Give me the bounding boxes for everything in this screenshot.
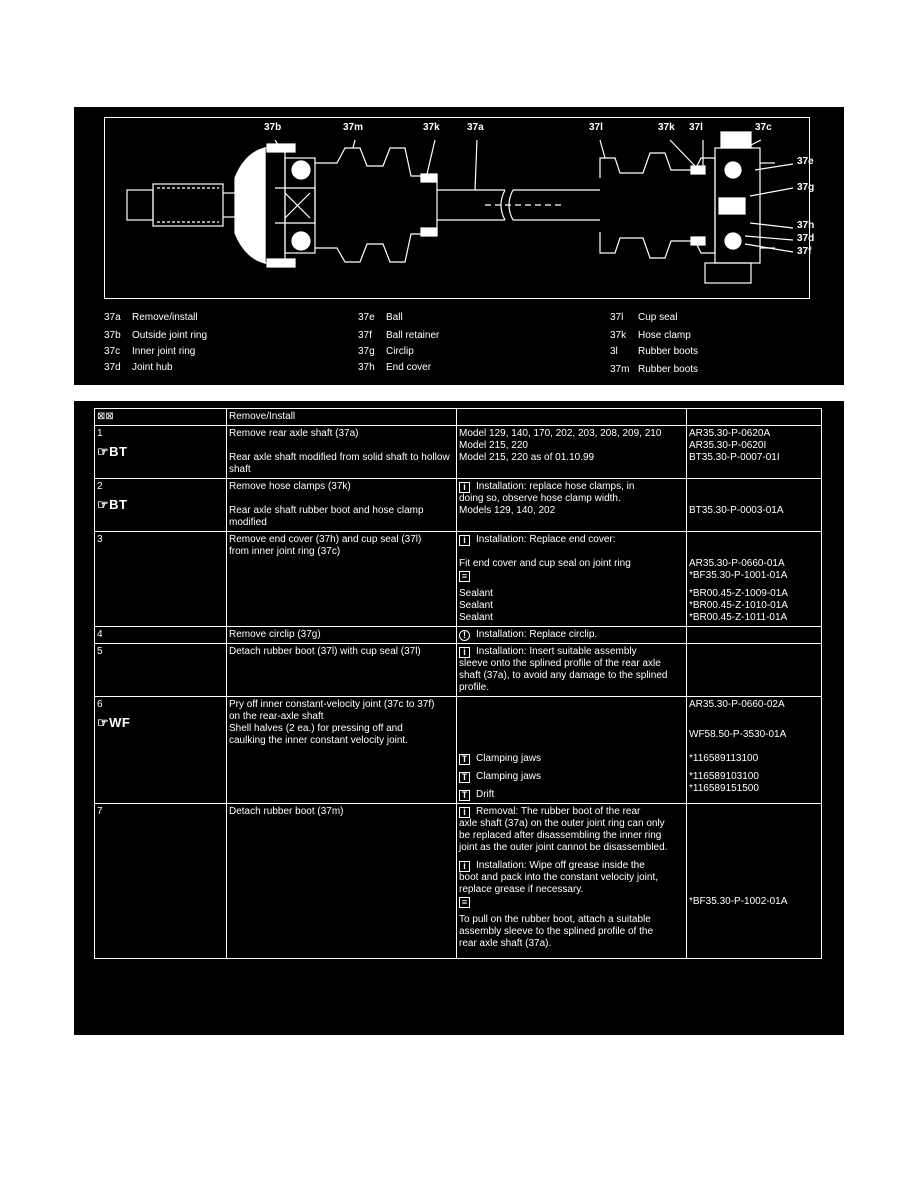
callout-37h: 37h	[797, 220, 815, 231]
step-number: 6	[97, 699, 103, 710]
legend-label: Hose clamp	[638, 330, 691, 341]
callout-37b: 37b	[264, 122, 282, 133]
legend-item	[610, 330, 691, 342]
doc-ref-link[interactable]: *BR00.45-Z-1009-01A	[689, 588, 788, 599]
step-number: 4	[97, 629, 103, 640]
step-action: Remove hose clamps (37k)	[229, 481, 351, 492]
step-action: Pry off inner constant-velocity joint (37c to 37f)	[229, 699, 435, 710]
step-info: Installation: replace hose clamps, in	[476, 481, 635, 492]
step-number: 7	[97, 806, 103, 817]
replace-part-icon: !	[459, 630, 470, 641]
legend-label: Rubber boots	[638, 364, 699, 375]
diagram-panel	[74, 107, 844, 385]
legend-code: 3l	[610, 346, 618, 357]
step-info: Installation: Replace circlip.	[476, 629, 598, 640]
step-info: assembly sleeve to the splined profile of the	[459, 926, 653, 937]
step-info: profile.	[459, 682, 490, 693]
info-icon: i	[459, 861, 470, 872]
table-row	[95, 532, 822, 627]
legend-code: 37h	[358, 362, 375, 373]
legend-item	[104, 346, 195, 358]
tool-name: Clamping jaws	[476, 771, 542, 782]
legend-code: 37b	[104, 330, 121, 341]
specification-icon[interactable]: ≡	[459, 897, 470, 908]
legend-code: 37c	[104, 346, 121, 357]
callout-37g: 37g	[797, 182, 815, 193]
legend-item	[104, 362, 173, 374]
header-icon	[95, 409, 227, 426]
step-info: Installation: Insert suitable assembly	[476, 646, 637, 657]
tool-name: Clamping jaws	[476, 753, 542, 764]
info-icon: i	[459, 482, 470, 493]
info-icon: i	[459, 647, 470, 658]
step-info: Installation: Replace end cover:	[476, 534, 616, 545]
step-action: Remove rear axle shaft (37a)	[229, 428, 359, 439]
step-number: 2	[97, 481, 103, 492]
step-info: doing so, observe hose clamp width.	[459, 493, 621, 504]
legend-label: Circlip	[386, 346, 414, 357]
step-info: rear axle shaft (37a).	[459, 938, 552, 949]
hand-pointer-icon[interactable]: ☞WF	[97, 715, 131, 730]
legend-item	[104, 312, 198, 324]
step-info: To pull on the rubber boot, attach a suitable	[459, 914, 651, 925]
tool-part-number[interactable]: *116589103100	[689, 771, 759, 782]
step-action: on the rear-axle shaft	[229, 711, 324, 722]
step-action: Remove circlip (37g)	[229, 629, 321, 640]
legend-code: 37l	[610, 312, 624, 323]
legend-label: End cover	[386, 362, 432, 373]
info-icon: i	[459, 535, 470, 546]
step-info: Sealant	[459, 588, 493, 599]
step-action: from inner joint ring (37c)	[229, 546, 341, 557]
legend-item	[358, 312, 403, 324]
legend-item	[610, 364, 698, 376]
legend-item	[610, 346, 698, 358]
doc-ref-link[interactable]: *BF35.30-P-1002-01A	[689, 896, 788, 907]
callout-37k-left: 37k	[423, 122, 440, 133]
step-info: sleeve onto the splined profile of the rear axle	[459, 658, 661, 669]
special-tool-icon[interactable]: T	[459, 790, 470, 801]
doc-ref-link[interactable]: BT35.30-P-0003-01A	[689, 505, 784, 516]
legend-code: 37d	[104, 362, 121, 373]
step-action-note: Rear axle shaft modified from solid shaft to hollow shaft	[229, 452, 450, 475]
legend-label: Outside joint ring	[132, 330, 208, 341]
specification-icon[interactable]: ≡	[459, 571, 470, 582]
legend-item	[358, 330, 439, 342]
legend-code: 37k	[610, 330, 627, 341]
legend-code: 37f	[358, 330, 372, 341]
legend-label: Joint hub	[132, 362, 173, 373]
table-row	[95, 479, 822, 532]
legend-code: 37g	[358, 346, 375, 357]
step-number: 1	[97, 428, 103, 439]
table-row	[95, 426, 822, 479]
legend-label: Cup seal	[638, 312, 678, 323]
step-info: shaft (37a), to avoid any damage to the splined	[459, 670, 668, 681]
axle-shaft-diagram	[104, 117, 815, 299]
doc-ref-link[interactable]: AR35.30-P-0660-01A	[689, 558, 785, 569]
doc-ref-link[interactable]: *BR00.45-Z-1010-01A	[689, 600, 788, 611]
step-action-note: Rear axle shaft rubber boot and hose clamp modified	[229, 505, 424, 528]
step-number: 5	[97, 646, 103, 657]
tool-name: Drift	[476, 789, 495, 800]
callout-37f: 37f	[797, 246, 812, 257]
table-row	[95, 644, 822, 697]
step-info: Model 129, 140, 170, 202, 203, 208, 209, 210	[459, 428, 662, 439]
legend-code: 37a	[104, 312, 121, 323]
callout-37m: 37m	[343, 122, 364, 133]
step-info: axle shaft (37a) on the outer joint ring can only	[459, 818, 665, 829]
legend-label: Ball retainer	[386, 330, 440, 341]
step-info: Model 215, 220	[459, 440, 528, 451]
hand-pointer-icon[interactable]: ☞BT	[97, 444, 128, 459]
hand-pointer-icon[interactable]: ☞BT	[97, 497, 128, 512]
callout-37k-right: 37k	[658, 122, 675, 133]
legend-label: Inner joint ring	[132, 346, 196, 357]
step-action: Detach rubber boot (37l) with cup seal (37l)	[229, 646, 421, 657]
step-info: joint as the outer joint cannot be disassembled.	[459, 842, 668, 853]
step-action: Detach rubber boot (37m)	[229, 806, 344, 817]
callout-37a: 37a	[467, 122, 484, 133]
table-header-row	[95, 409, 822, 426]
doc-ref-link[interactable]: AR35.30-P-0660-02A	[689, 699, 785, 710]
step-action-note: Shell halves (2 ea.) for pressing off and	[229, 723, 403, 734]
legend-label: Rubber boots	[638, 346, 699, 357]
callout-37c: 37c	[755, 122, 772, 133]
step-info: Installation: Wipe off grease inside the	[476, 860, 645, 871]
table-row	[95, 804, 822, 959]
legend-label: Remove/install	[132, 312, 198, 323]
legend-code: 37m	[610, 364, 630, 375]
legend-item	[610, 312, 677, 324]
legend-item	[358, 362, 431, 374]
header-title: Remove/Install	[227, 409, 457, 426]
special-tool-icon[interactable]: T	[459, 754, 470, 765]
doc-ref-link[interactable]: WF58.50-P-3530-01A	[689, 729, 787, 740]
callout-37l: 37l	[589, 122, 603, 133]
tool-part-number[interactable]: *116589113100	[689, 753, 759, 764]
doc-ref-link[interactable]: AR35.30-P-0620I	[689, 440, 767, 451]
step-info: replace grease if necessary.	[459, 884, 584, 895]
doc-ref-link[interactable]: *BR00.45-Z-1011-01A	[689, 612, 788, 623]
step-number: 3	[97, 534, 103, 545]
callout-37l-right: 37l	[689, 122, 703, 133]
callout-37d: 37d	[797, 233, 815, 244]
legend-item	[358, 346, 414, 358]
step-action-note: caulking the inner constant velocity joint.	[229, 735, 408, 746]
step-info: Fit end cover and cup seal on joint ring	[459, 558, 631, 569]
step-info: be replaced after disassembling the inner ring	[459, 830, 662, 841]
step-info: Models 129, 140, 202	[459, 505, 556, 516]
step-info: Model 215, 220 as of 01.10.99	[459, 452, 595, 463]
doc-ref-link[interactable]: AR35.30-P-0620A	[689, 428, 771, 439]
procedure-panel	[74, 401, 844, 1035]
axle-shaft-drawing	[105, 118, 812, 298]
doc-ref-link[interactable]: BT35.30-P-0007-01I	[689, 452, 780, 463]
step-action: Remove end cover (37h) and cup seal (37l)	[229, 534, 422, 545]
special-tool-icon[interactable]: T	[459, 772, 470, 783]
step-info: Sealant	[459, 600, 493, 611]
step-info: Sealant	[459, 612, 493, 623]
procedure-table	[94, 408, 822, 959]
step-info: boot and pack into the constant velocity joint,	[459, 872, 659, 883]
table-row	[95, 697, 822, 804]
expand-collapse-icon[interactable]: ⊠⊠	[97, 411, 114, 422]
table-row	[95, 627, 822, 644]
legend-code: 37e	[358, 312, 375, 323]
step-info: Removal: The rubber boot of the rear	[476, 806, 641, 817]
doc-ref-link[interactable]: *BF35.30-P-1001-01A	[689, 570, 788, 581]
legend-label: Ball	[386, 312, 403, 323]
tool-part-number[interactable]: *116589151500	[689, 783, 759, 794]
legend-item	[104, 330, 207, 342]
info-icon: i	[459, 807, 470, 818]
callout-37e: 37e	[797, 156, 814, 167]
